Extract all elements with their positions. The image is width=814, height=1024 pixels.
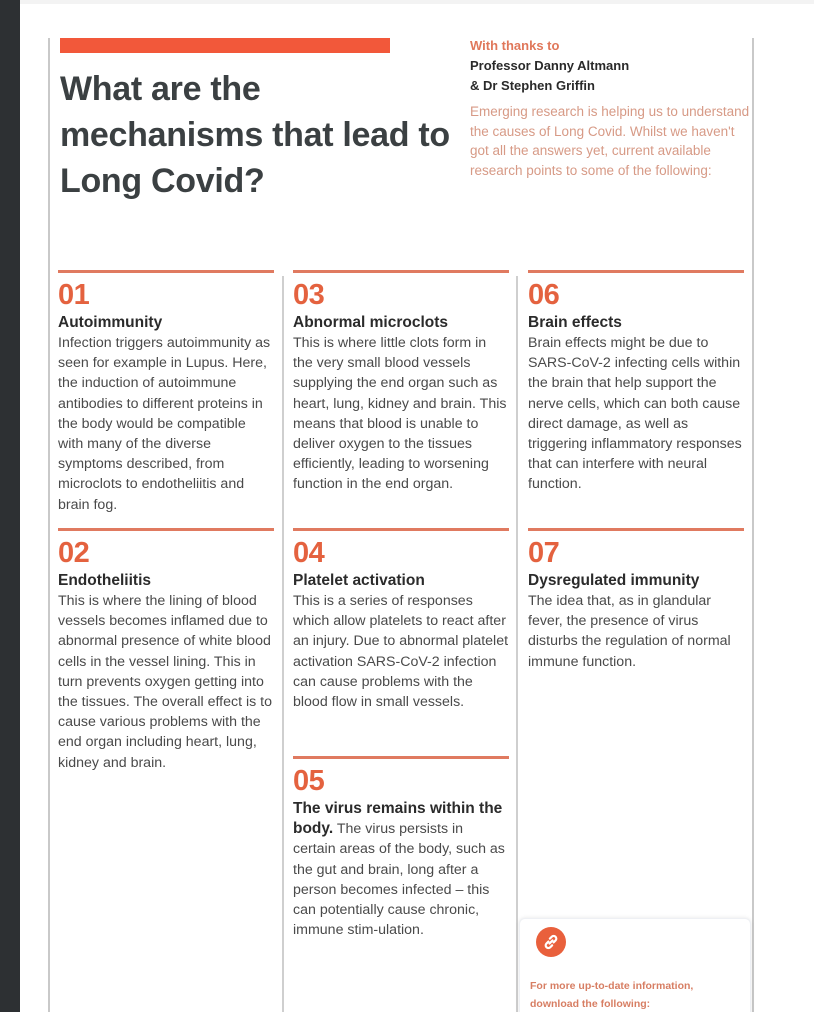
section-heading: Dysregulated immunity bbox=[528, 572, 700, 589]
bottom-edge bbox=[0, 1012, 814, 1024]
header-accent-bar bbox=[60, 38, 390, 53]
section-body: This is where the lining of blood vessels becomes inflamed due to abnormal presence of white blood cells in the vessel lining. This in turn prevents oxygen getting into the tissues. The overall effect is to cause various problems with the end organ including heart, lung, kidney and brain. bbox=[58, 593, 272, 771]
section-body: This is a series of responses which allow platelets to react after an injury. Due to abnormal platelet activation SARS-CoV-2 infection can cause problems with the blood flow in small vessels. bbox=[293, 593, 509, 711]
top-edge bbox=[20, 0, 814, 4]
section-number: 07 bbox=[528, 537, 560, 569]
section-number: 01 bbox=[58, 279, 90, 311]
column-divider-2 bbox=[516, 276, 518, 1014]
section-body: The virus persists in certain areas of the body, such as the gut and brain, long after a person becomes infected – this can potentially cause chronic, immune stim-ulation. bbox=[293, 821, 505, 939]
section-rule bbox=[528, 528, 744, 531]
column-divider-1 bbox=[282, 276, 284, 1014]
section-body: Brain effects might be due to SARS-CoV-2 infecting cells within the brain that help support the nerve cells, which can both cause direct damage, as well as triggering inflammatory responses that can interfere with neural function. bbox=[528, 335, 742, 493]
page-left-border bbox=[48, 38, 50, 1014]
section-rule bbox=[293, 528, 509, 531]
section-rule bbox=[58, 270, 274, 273]
section-heading: Brain effects bbox=[528, 314, 622, 331]
section-rule bbox=[528, 270, 744, 273]
section-heading: Platelet activation bbox=[293, 572, 425, 589]
section-03 bbox=[293, 270, 509, 495]
section-number: 02 bbox=[58, 537, 90, 569]
page-right-border bbox=[752, 38, 754, 1014]
more-info-text: For more up-to-date information, download the following: bbox=[530, 980, 694, 1010]
section-number: 03 bbox=[293, 279, 325, 311]
section-body: This is where little clots form in the very small blood vessels supplying the end organ such as heart, lung, kidney and brain. This means that blood is unable to deliver oxygen to the tissues efficiently, leading to worsening function in the end organ. bbox=[293, 335, 507, 493]
intro-text: Emerging research is helping us to understand the causes of Long Covid. Whilst we haven't got all the answers yet, current available research points to some of the following: bbox=[470, 104, 750, 178]
section-01 bbox=[58, 270, 274, 515]
section-heading: Endotheliitis bbox=[58, 572, 151, 589]
section-heading: Abnormal microclots bbox=[293, 314, 449, 331]
section-heading: Autoimmunity bbox=[58, 314, 163, 331]
section-rule bbox=[58, 528, 274, 531]
section-rule bbox=[293, 756, 509, 759]
section-number: 06 bbox=[528, 279, 560, 311]
section-07 bbox=[528, 528, 744, 672]
credits-label: With thanks to bbox=[470, 38, 560, 53]
credits-name-1: Professor Danny Altmann bbox=[470, 58, 630, 73]
section-04 bbox=[293, 528, 509, 712]
section-05 bbox=[293, 756, 509, 940]
section-body: The idea that, as in glandular fever, the presence of virus disturbs the regulation of normal immune function. bbox=[528, 593, 731, 670]
section-02 bbox=[58, 528, 274, 773]
section-rule bbox=[293, 270, 509, 273]
credits-block bbox=[470, 36, 770, 180]
credits-name-2: & Dr Stephen Griffin bbox=[470, 78, 595, 93]
section-06 bbox=[528, 270, 744, 495]
link-icon[interactable] bbox=[536, 927, 566, 957]
section-body: Infection triggers autoimmunity as seen for example in Lupus. Here, the induction of autoimmune antibodies to different proteins in the body would be compatible with many of the diverse symptoms described, from microclots to endotheliitis and brain fog. bbox=[58, 335, 271, 513]
section-heading: The virus remains within the body. bbox=[293, 800, 503, 838]
section-body-combined bbox=[293, 799, 509, 940]
section-number: 05 bbox=[293, 765, 325, 797]
more-info-card[interactable] bbox=[519, 918, 751, 1024]
page-title: What are the mechanisms that lead to Long Covid? bbox=[60, 70, 450, 200]
dark-edge-strip bbox=[0, 0, 20, 1012]
chain-link-icon bbox=[542, 933, 560, 951]
section-number: 04 bbox=[293, 537, 325, 569]
